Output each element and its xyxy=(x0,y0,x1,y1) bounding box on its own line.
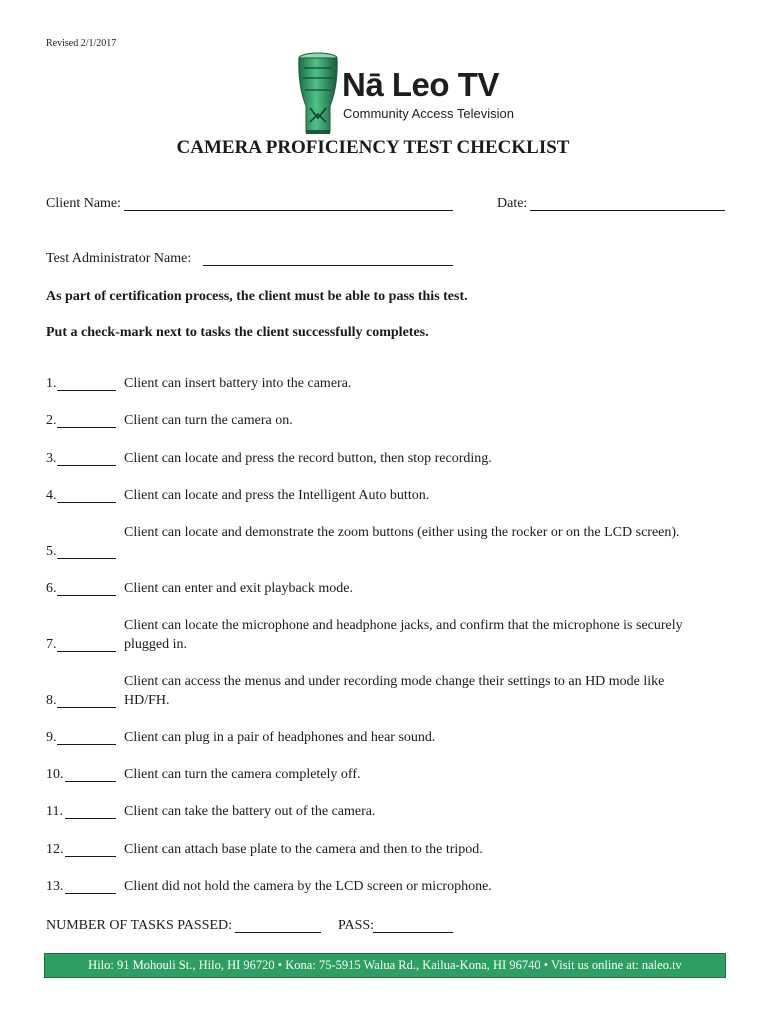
task-number: 13. xyxy=(46,879,64,894)
task-number: 3. xyxy=(46,451,57,466)
task-number: 4. xyxy=(46,488,57,503)
page-title: CAMERA PROFICIENCY TEST CHECKLIST xyxy=(176,137,570,158)
pass-label: PASS: xyxy=(338,918,375,933)
instruction-checkmark: Put a check-mark next to tasks the client successfully completes. xyxy=(46,325,429,340)
instruction-certification: As part of certification process, the client must be able to pass this test. xyxy=(46,289,468,304)
task-description: Client can locate and press the Intelligent Auto button. xyxy=(124,488,430,503)
task-number: 9. xyxy=(46,730,57,745)
test-admin-field[interactable] xyxy=(203,265,453,266)
tasks-passed-field[interactable] xyxy=(235,932,321,933)
task-checkbox-line[interactable] xyxy=(57,502,116,503)
task-number: 5. xyxy=(46,544,57,559)
task-number: 12. xyxy=(46,842,64,857)
task-description: Client can locate and press the record button, then stop recording. xyxy=(124,451,492,466)
task-checkbox-line[interactable] xyxy=(57,427,116,428)
task-number: 10. xyxy=(46,767,64,782)
tasks-passed-label: NUMBER OF TASKS PASSED: xyxy=(46,918,232,933)
task-description: Client can take the battery out of the camera. xyxy=(124,804,376,819)
task-number: 7. xyxy=(46,637,57,652)
task-checkbox-line[interactable] xyxy=(57,558,116,559)
task-description: Client can turn the camera on. xyxy=(124,413,293,428)
task-checkbox-line[interactable] xyxy=(57,744,116,745)
client-name-label: Client Name: xyxy=(46,196,122,211)
drum-icon xyxy=(296,52,340,136)
task-checkbox-line[interactable] xyxy=(57,595,116,596)
date-label: Date: xyxy=(497,196,528,211)
task-number: 8. xyxy=(46,693,57,708)
task-number: 11. xyxy=(46,804,63,819)
task-description: Client can access the menus and under recording mode change their settings to an HD mode like HD/FH. xyxy=(124,674,665,708)
task-checkbox-line[interactable] xyxy=(65,893,116,894)
task-description: Client can locate and demonstrate the zoom buttons (either using the rocker or on the LCD screen). xyxy=(124,525,680,540)
date-field[interactable] xyxy=(530,210,725,211)
task-checkbox-line[interactable] xyxy=(57,390,116,391)
task-number: 2. xyxy=(46,413,57,428)
task-checkbox-line[interactable] xyxy=(65,781,116,782)
logo-name: Nā Leo TV xyxy=(342,66,499,103)
naleo-logo xyxy=(296,52,536,136)
task-description: Client can plug in a pair of headphones and hear sound. xyxy=(124,730,436,745)
task-checkbox-line[interactable] xyxy=(57,651,116,652)
task-checkbox-line[interactable] xyxy=(57,465,116,466)
task-description: Client can enter and exit playback mode. xyxy=(124,581,353,596)
task-checkbox-line[interactable] xyxy=(65,856,116,857)
pass-field[interactable] xyxy=(373,932,453,933)
task-number: 1. xyxy=(46,376,57,391)
task-description: Client can turn the camera completely off. xyxy=(124,767,361,782)
task-description: Client did not hold the camera by the LCD screen or microphone. xyxy=(124,879,492,894)
task-number: 6. xyxy=(46,581,57,596)
revised-date: Revised 2/1/2017 xyxy=(46,38,117,49)
footer-address-bar: Hilo: 91 Mohouli St., Hilo, HI 96720 • Kona: 75-5915 Walua Rd., Kailua-Kona, HI 96740 • Visit us online at: naleo.tv xyxy=(44,953,726,978)
task-description: Client can attach base plate to the camera and then to the tripod. xyxy=(124,842,483,857)
task-checkbox-line[interactable] xyxy=(57,707,116,708)
task-checkbox-line[interactable] xyxy=(65,818,116,819)
task-description: Client can insert battery into the camera. xyxy=(124,376,352,391)
logo-tagline: Community Access Television xyxy=(343,106,514,121)
test-admin-label: Test Administrator Name: xyxy=(46,251,192,266)
client-name-field[interactable] xyxy=(124,210,453,211)
task-description: Client can locate the microphone and headphone jacks, and confirm that the microphone is securely plugged in. xyxy=(124,618,683,652)
